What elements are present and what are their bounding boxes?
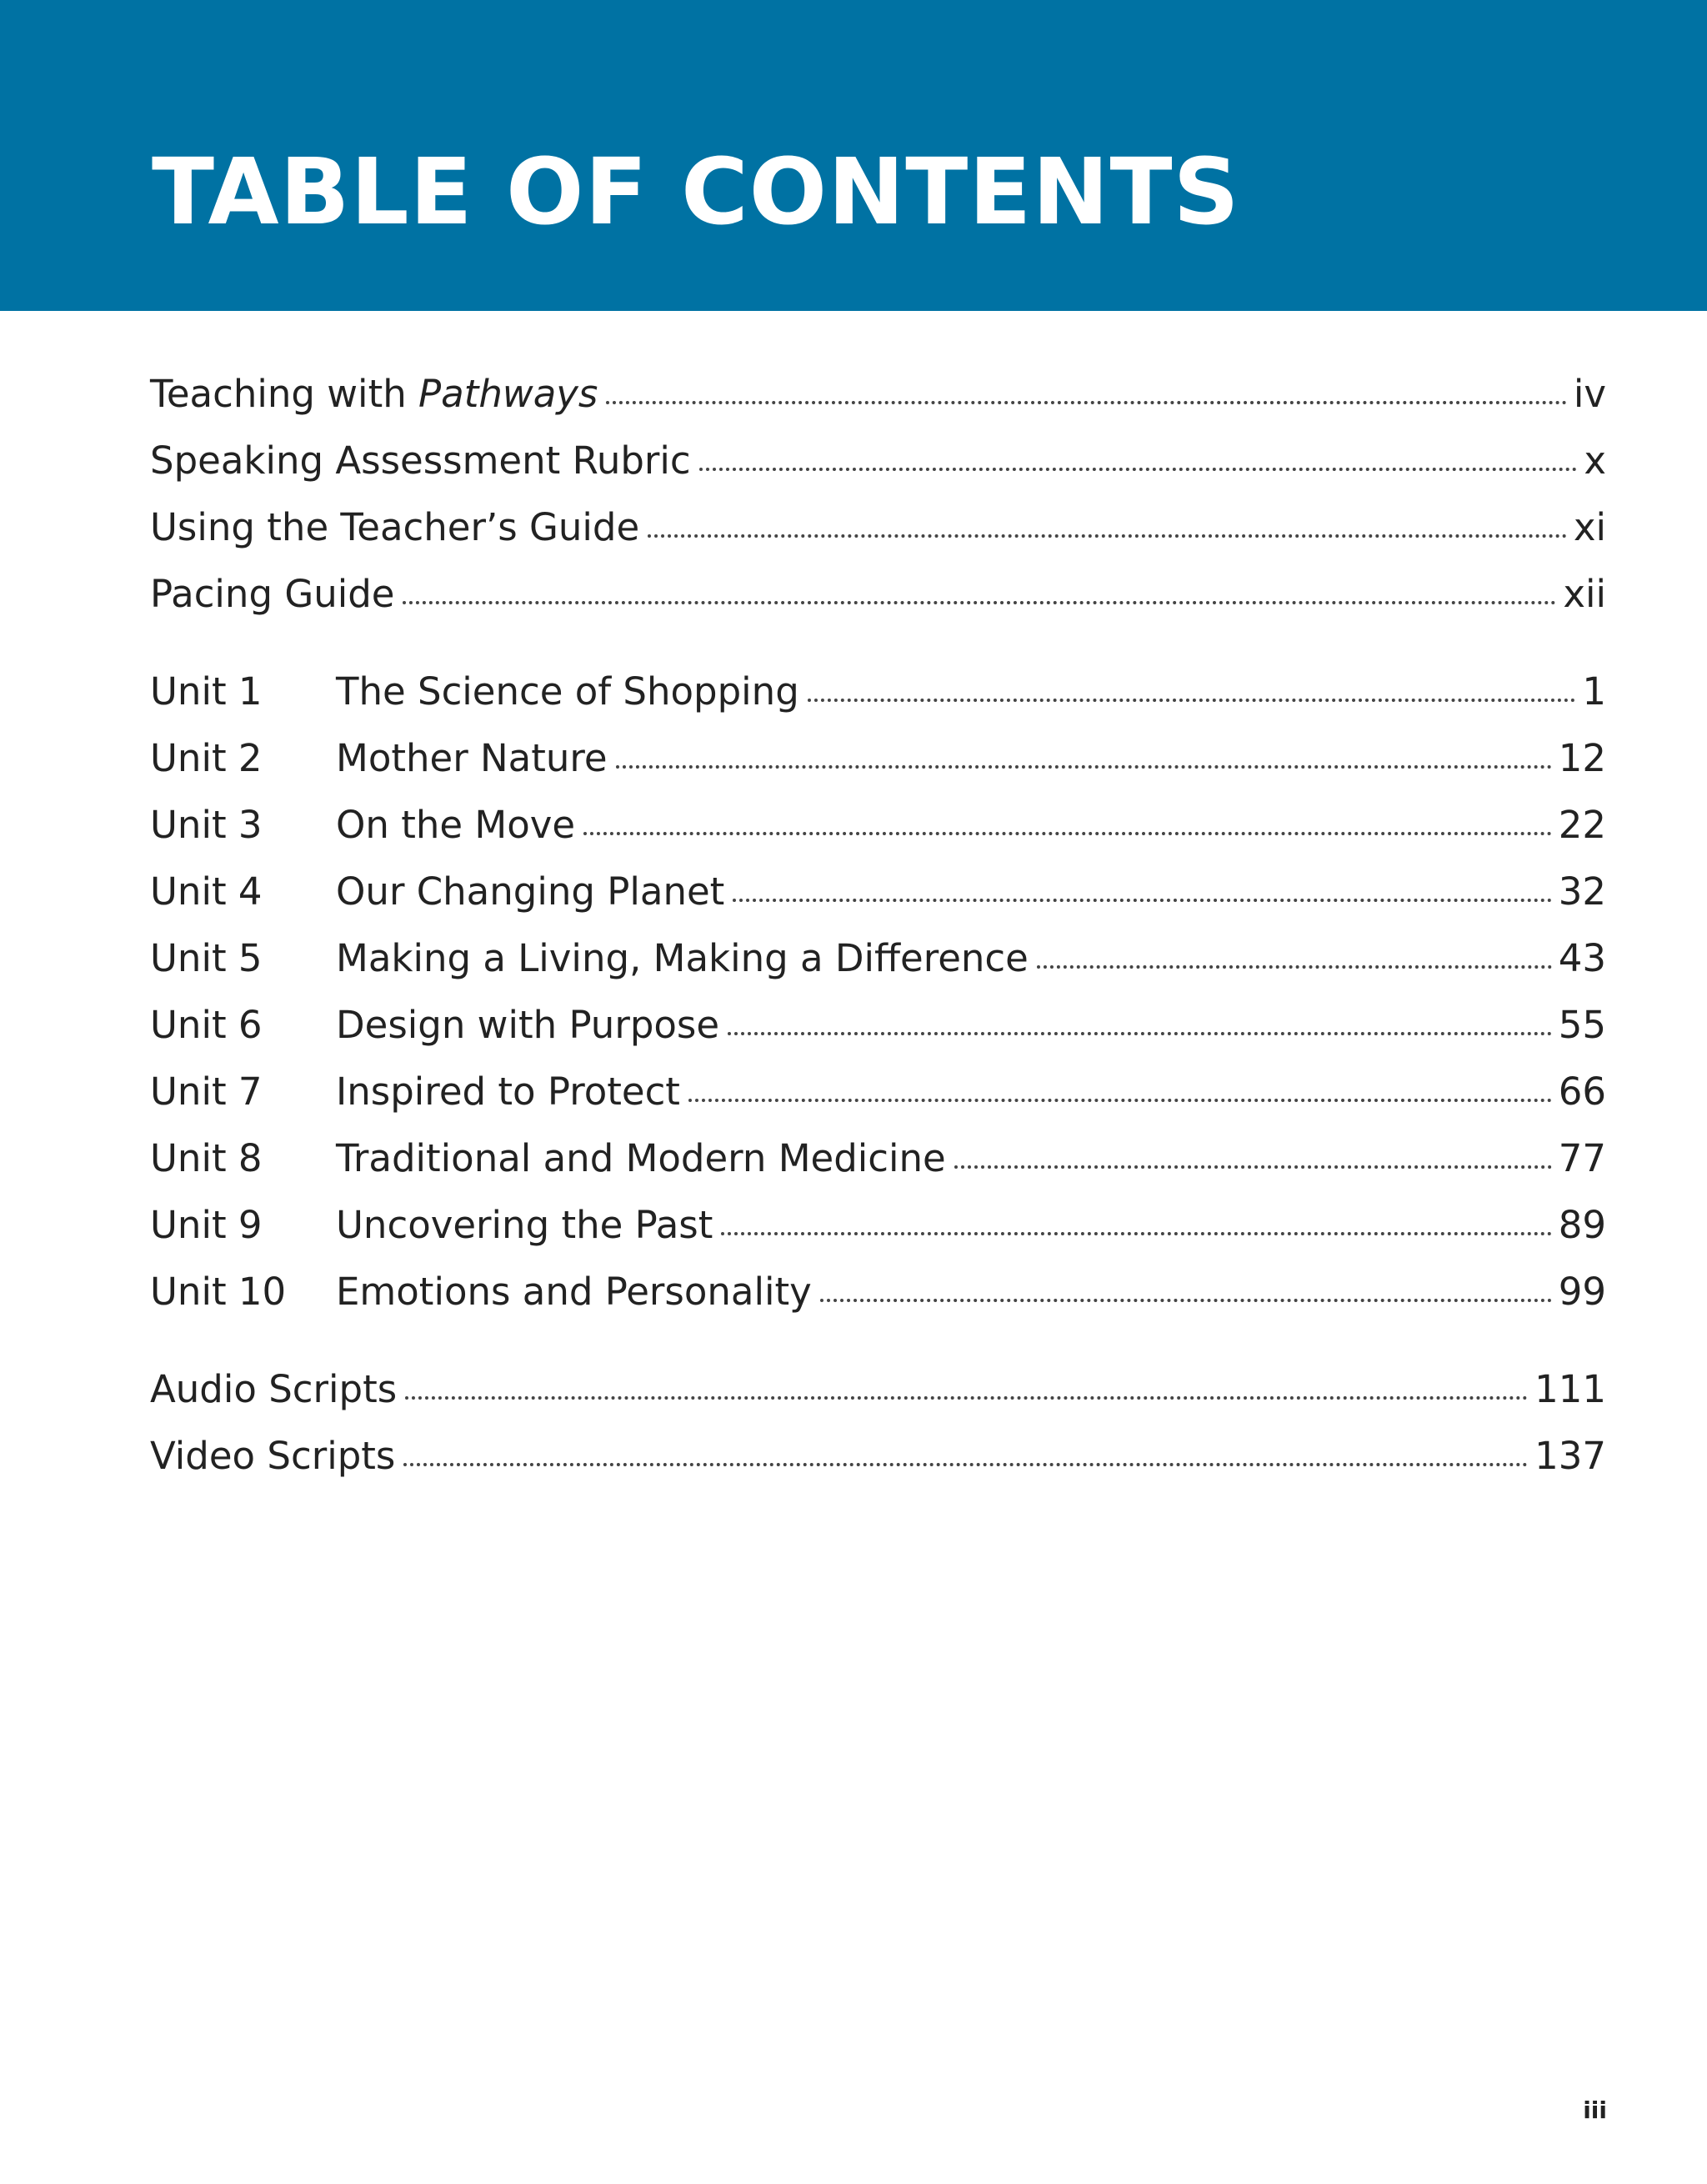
toc-entry-audio-scripts[interactable] bbox=[150, 1360, 1606, 1419]
entry-title: Our Changing Planet bbox=[336, 869, 725, 914]
dot-leader bbox=[405, 1396, 1528, 1400]
page-number: 12 bbox=[1558, 736, 1606, 780]
entry-title: The Science of Shopping bbox=[336, 669, 799, 714]
dot-leader bbox=[688, 1099, 1552, 1102]
unit-label: Unit 10 bbox=[150, 1270, 287, 1314]
page-number: 111 bbox=[1534, 1367, 1606, 1411]
toc-entry-unit-1[interactable] bbox=[150, 663, 1606, 721]
dot-leader bbox=[721, 1232, 1551, 1235]
page-number: 43 bbox=[1558, 936, 1606, 980]
page-number: 22 bbox=[1558, 803, 1606, 847]
entry-title: Uncovering the Past bbox=[336, 1203, 713, 1247]
toc-entry-unit-5[interactable] bbox=[150, 929, 1606, 988]
toc-entry-video-scripts[interactable] bbox=[150, 1427, 1606, 1485]
entry-title: Making a Living, Making a Difference bbox=[336, 936, 1029, 980]
toc-entry-unit-6[interactable] bbox=[150, 996, 1606, 1054]
page-number: xii bbox=[1563, 572, 1606, 616]
dot-leader bbox=[808, 699, 1576, 702]
unit-label: Unit 8 bbox=[150, 1136, 263, 1180]
toc-entry-teaching-with-pathways[interactable] bbox=[150, 365, 1606, 423]
page-number: iv bbox=[1573, 372, 1606, 416]
dot-leader bbox=[583, 832, 1552, 835]
unit-label: Unit 2 bbox=[150, 736, 263, 780]
toc-entry-unit-9[interactable] bbox=[150, 1196, 1606, 1255]
dot-leader bbox=[616, 765, 1552, 769]
entry-title: Teaching with Pathways bbox=[150, 372, 598, 416]
toc-entry-unit-10[interactable] bbox=[150, 1263, 1606, 1321]
entry-title: On the Move bbox=[336, 803, 576, 847]
dot-leader bbox=[728, 1032, 1552, 1035]
dot-leader bbox=[403, 601, 1556, 604]
toc-entry-using-the-teachers-guide[interactable] bbox=[150, 498, 1606, 557]
toc-entry-unit-4[interactable] bbox=[150, 863, 1606, 921]
unit-label: Unit 4 bbox=[150, 869, 263, 914]
unit-label: Unit 5 bbox=[150, 936, 263, 980]
entry-title: Video Scripts bbox=[150, 1434, 396, 1478]
unit-label: Unit 9 bbox=[150, 1203, 263, 1247]
page-number: 1 bbox=[1582, 669, 1606, 714]
page-number: x bbox=[1584, 438, 1606, 483]
unit-label: Unit 6 bbox=[150, 1003, 263, 1047]
unit-label: Unit 3 bbox=[150, 803, 263, 847]
dot-leader bbox=[954, 1165, 1552, 1169]
page-number: 77 bbox=[1558, 1136, 1606, 1180]
toc-entry-unit-7[interactable] bbox=[150, 1063, 1606, 1121]
toc-entry-unit-8[interactable] bbox=[150, 1130, 1606, 1188]
toc-entry-unit-2[interactable] bbox=[150, 729, 1606, 788]
page-number: 137 bbox=[1534, 1434, 1606, 1478]
dot-leader bbox=[733, 899, 1551, 902]
dot-leader bbox=[699, 468, 1578, 471]
header-band bbox=[0, 0, 1707, 311]
dot-leader bbox=[820, 1299, 1552, 1302]
page-number: 55 bbox=[1558, 1003, 1606, 1047]
entry-title: Traditional and Modern Medicine bbox=[336, 1136, 946, 1180]
unit-label: Unit 1 bbox=[150, 669, 263, 714]
page-folio: iii bbox=[1583, 2096, 1607, 2124]
toc-entry-pacing-guide[interactable] bbox=[150, 565, 1606, 624]
dot-leader bbox=[403, 1463, 1528, 1466]
dot-leader bbox=[1037, 965, 1552, 969]
toc-entry-speaking-assessment-rubric[interactable] bbox=[150, 432, 1606, 490]
dot-leader bbox=[648, 534, 1567, 538]
entry-title: Using the Teacher’s Guide bbox=[150, 505, 640, 549]
entry-title: Design with Purpose bbox=[336, 1003, 720, 1047]
entry-title: Audio Scripts bbox=[150, 1367, 398, 1411]
page-number: 99 bbox=[1558, 1270, 1606, 1314]
entry-title: Speaking Assessment Rubric bbox=[150, 438, 691, 483]
page-number: xi bbox=[1573, 505, 1606, 549]
entry-title: Pacing Guide bbox=[150, 572, 395, 616]
entry-title: Emotions and Personality bbox=[336, 1270, 812, 1314]
entry-title: Mother Nature bbox=[336, 736, 608, 780]
dot-leader bbox=[606, 401, 1566, 404]
page-title: TABLE OF CONTENTS bbox=[152, 138, 1240, 245]
page-number: 66 bbox=[1558, 1069, 1606, 1114]
page-number: 89 bbox=[1558, 1203, 1606, 1247]
toc-entry-unit-3[interactable] bbox=[150, 796, 1606, 854]
page-number: 32 bbox=[1558, 869, 1606, 914]
entry-title: Inspired to Protect bbox=[336, 1069, 680, 1114]
unit-label: Unit 7 bbox=[150, 1069, 263, 1114]
